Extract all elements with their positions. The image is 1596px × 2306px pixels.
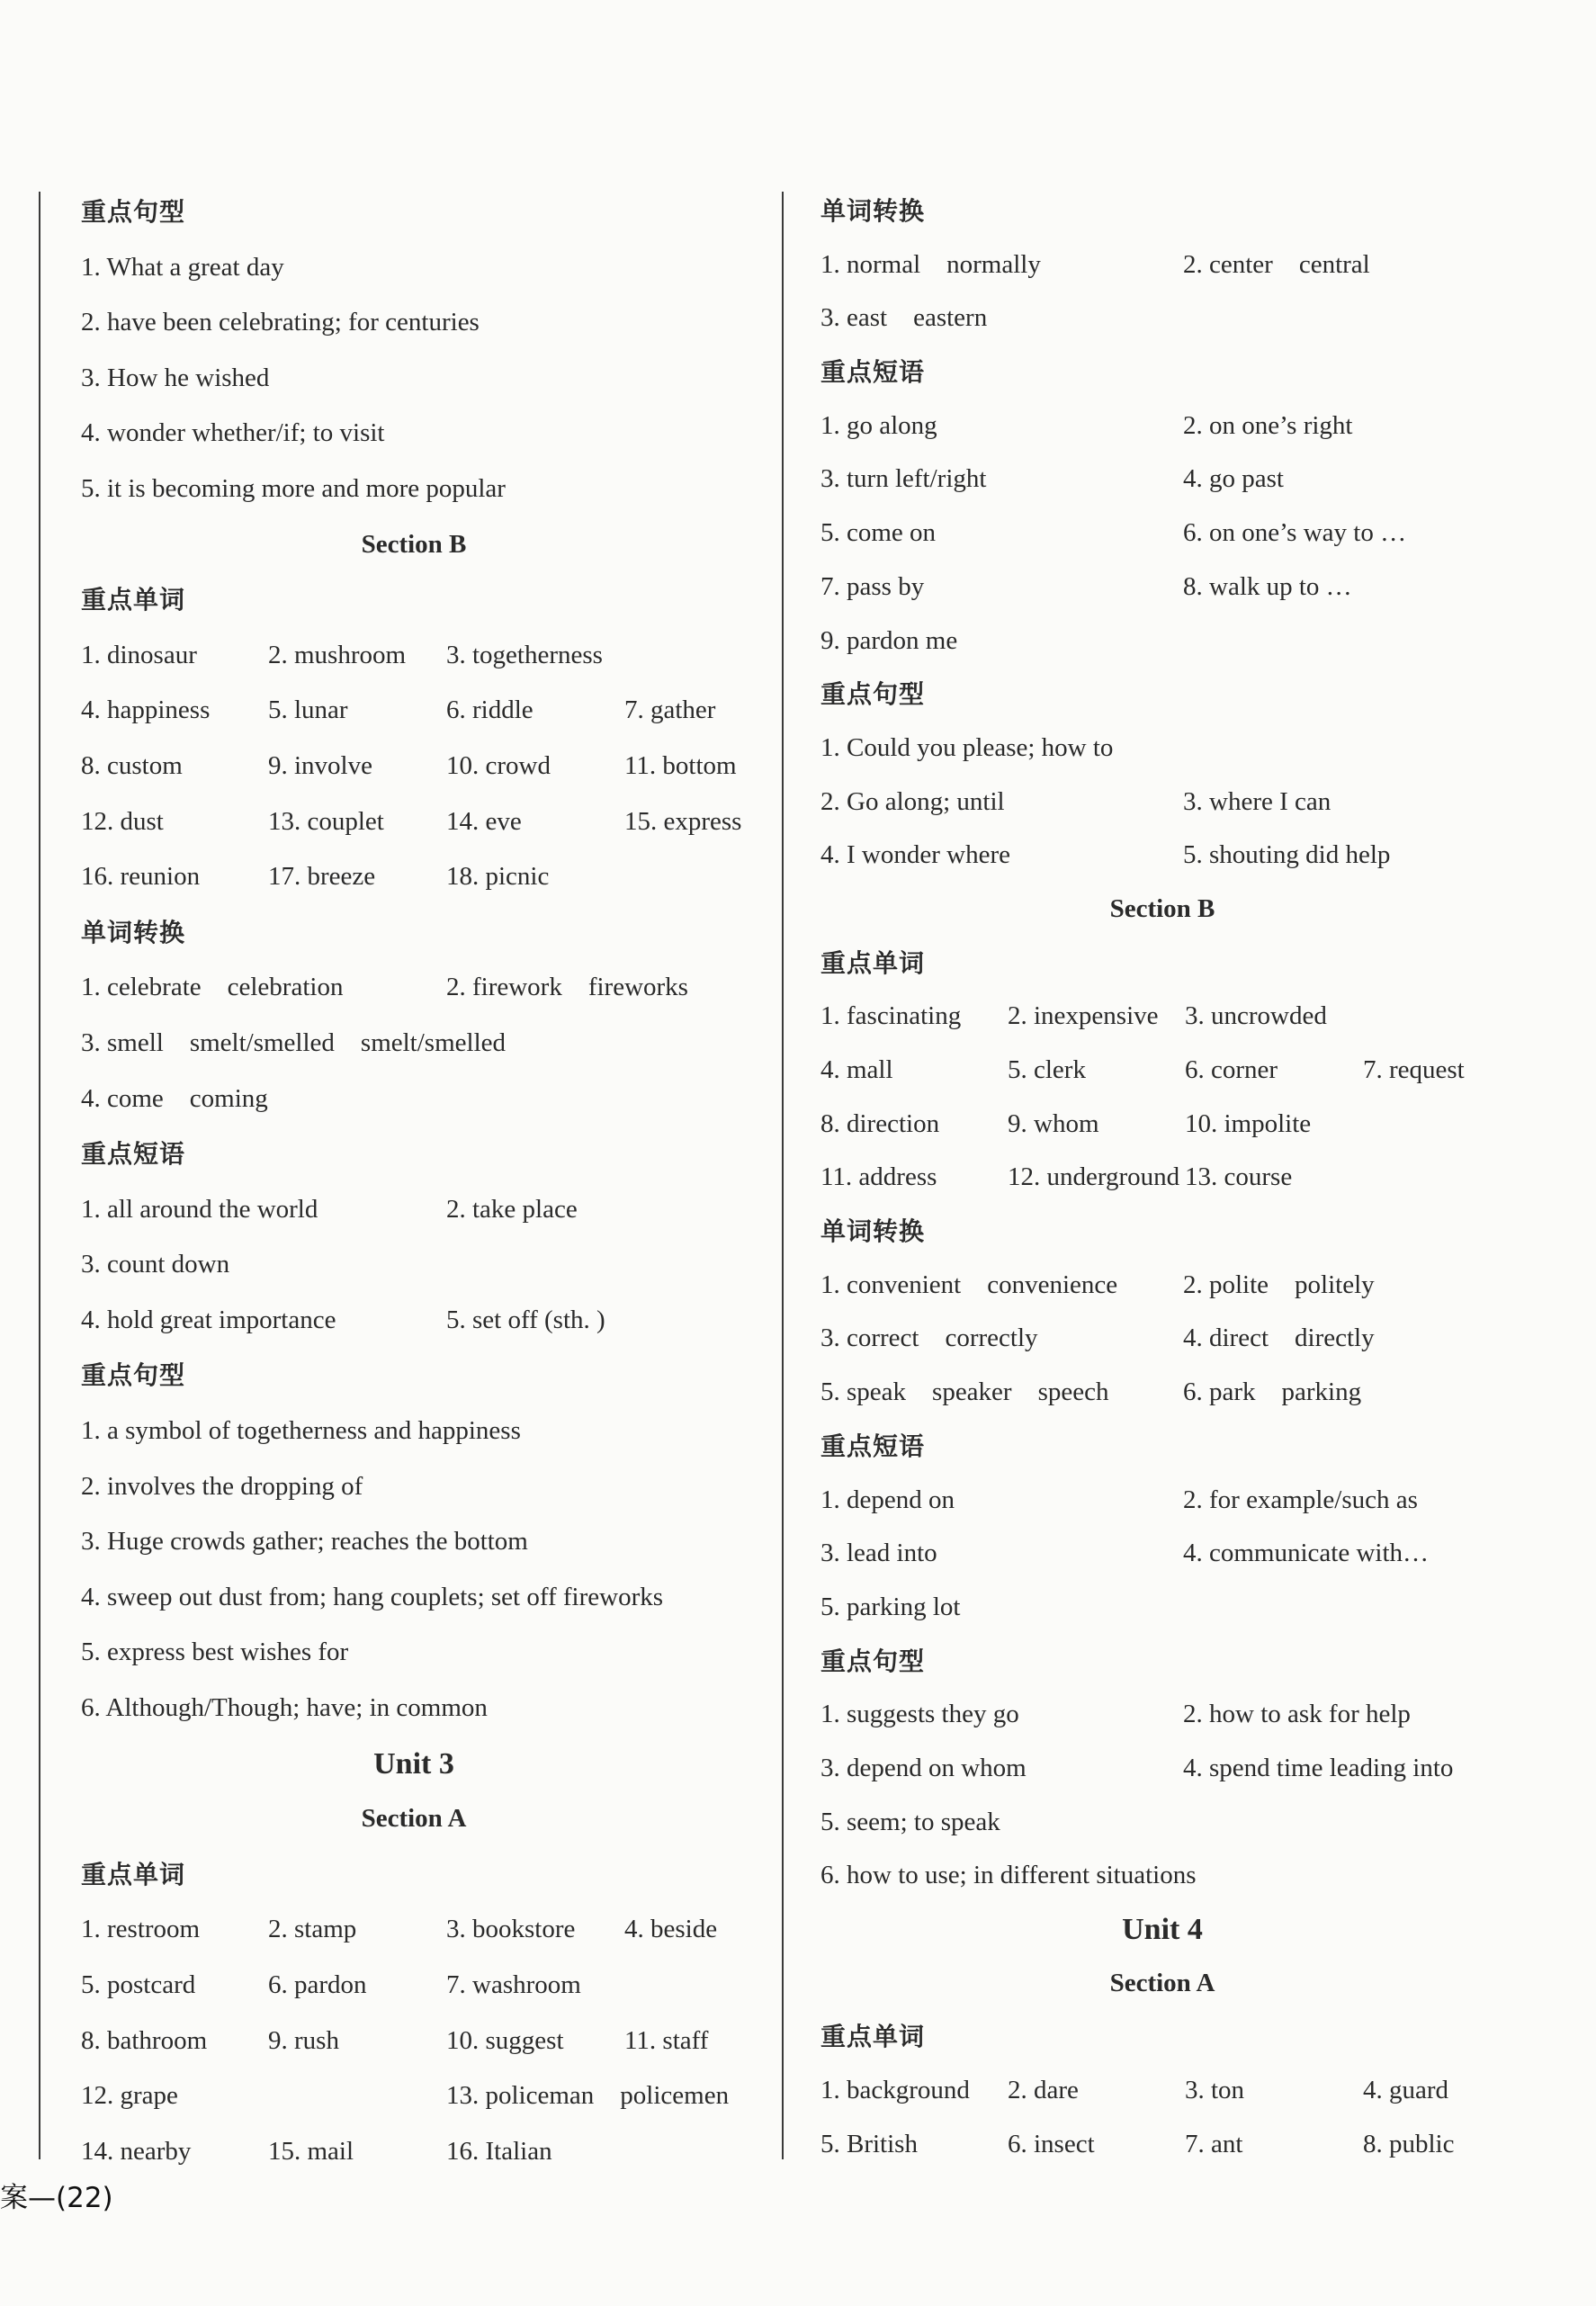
left-margin-rule — [39, 192, 40, 2159]
answer-item: 4. spend time leading into — [1183, 1753, 1454, 1782]
section-title: Section B — [1109, 893, 1215, 923]
answer-row — [81, 1016, 747, 1072]
answer-item: 5. come on — [820, 518, 937, 548]
answer-item: 8. custom — [81, 750, 183, 780]
answer-item: 3. uncrowded — [1185, 1001, 1327, 1031]
section-heading: 重点单词 — [820, 2022, 926, 2052]
answer-item: 11. bottom — [624, 750, 737, 780]
section-heading: 重点句型 — [820, 679, 926, 710]
section-heading: 重点短语 — [820, 1431, 926, 1461]
answer-item: 14. eve — [446, 806, 522, 836]
answer-item: 2. firework fireworks — [446, 973, 688, 1002]
answer-item: 4. beside — [624, 1915, 718, 1944]
answer-row — [81, 1681, 747, 1736]
answer-item: 1. restroom — [81, 1915, 201, 1944]
answer-item: 15. express — [624, 806, 742, 836]
answer-item: 1. a symbol of togetherness and happiness — [81, 1416, 521, 1446]
section-heading: 单词转换 — [820, 1216, 926, 1247]
answer-item: 1. depend on — [820, 1485, 955, 1514]
answer-item: 4. guard — [1363, 2076, 1449, 2105]
answer-item: 13. couplet — [268, 806, 384, 836]
answer-item: 4. communicate with… — [1183, 1539, 1430, 1568]
answer-item: 1. What a great day — [81, 252, 284, 282]
answer-item: 8. bathroom — [81, 2025, 208, 2055]
section-heading: 重点句型 — [81, 197, 186, 227]
answer-row — [820, 990, 1504, 1044]
answer-row — [820, 1259, 1504, 1313]
answer-item: 4. direct directly — [1183, 1323, 1375, 1353]
section-heading: 重点短语 — [820, 357, 926, 388]
answer-item: 10. impolite — [1185, 1108, 1312, 1138]
answer-item: 5. clerk — [1008, 1055, 1086, 1084]
answer-item: 15. mail — [268, 2136, 354, 2166]
answer-item: 12. grape — [81, 2081, 178, 2111]
answer-item: 4. happiness — [81, 695, 211, 725]
section-heading: 重点短语 — [81, 1139, 186, 1170]
answer-row — [81, 1625, 747, 1681]
answer-item: 1. go along — [820, 410, 937, 440]
answer-item: 4. wonder whether/if; to visit — [81, 418, 385, 448]
answer-item: 16. Italian — [446, 2136, 552, 2166]
answer-item: 4. I wonder where — [820, 840, 1010, 870]
column-divider — [782, 192, 784, 2159]
answer-item: 6. how to use; in different situations — [820, 1861, 1197, 1890]
answer-item: 6. corner — [1185, 1055, 1278, 1084]
answer-row — [81, 2068, 747, 2124]
answer-item: 8. public — [1363, 2129, 1455, 2158]
answer-item: 4. come coming — [81, 1083, 268, 1113]
answer-item: 1. all around the world — [81, 1194, 318, 1224]
answer-item: 1. background — [820, 2076, 970, 2105]
answer-row — [81, 794, 747, 850]
answer-item: 5. seem; to speak — [820, 1807, 1000, 1836]
answer-row — [81, 240, 747, 296]
answer-row — [820, 1312, 1504, 1366]
answer-item: 1. dinosaur — [81, 640, 197, 669]
answer-row — [820, 2064, 1504, 2118]
answer-item: 3. east eastern — [820, 303, 988, 333]
answer-item: 5. British — [820, 2129, 918, 2158]
answer-item: 1. normal normally — [820, 249, 1041, 279]
answer-row — [820, 561, 1504, 615]
page-number: 案—(22) — [0, 2182, 113, 2214]
answer-row — [820, 829, 1504, 883]
answer-item: 3. count down — [81, 1250, 230, 1279]
answer-item: 12. underground — [1008, 1162, 1180, 1192]
answer-item: 7. washroom — [446, 1970, 581, 1999]
answer-item: 3. Huge crowds gather; reaches the bottom — [81, 1527, 528, 1557]
answer-item: 5. express best wishes for — [81, 1638, 349, 1667]
answer-row — [81, 1293, 747, 1349]
answer-row — [820, 453, 1504, 507]
answer-item: 2. have been celebrating; for centuries — [81, 308, 480, 337]
answer-item: 6. on one’s way to … — [1183, 518, 1407, 548]
answer-row — [820, 1581, 1504, 1635]
answer-item: 2. inexpensive — [1008, 1001, 1159, 1031]
answer-item: 2. dare — [1008, 2076, 1079, 2105]
answer-row — [820, 1151, 1504, 1205]
answer-item: 4. sweep out dust from; hang couplets; set off fireworks — [81, 1582, 664, 1611]
answer-item: 1. fascinating — [820, 1001, 962, 1031]
unit-title: Unit 3 — [373, 1746, 454, 1781]
answer-row — [820, 776, 1504, 830]
answer-item: 2. Go along; until — [820, 786, 1005, 816]
unit-title: Unit 4 — [1122, 1913, 1203, 1946]
answer-row — [820, 1366, 1504, 1420]
answer-item: 6. riddle — [446, 695, 533, 725]
answer-item: 1. suggests they go — [820, 1700, 1019, 1729]
section-heading: 重点单词 — [820, 947, 926, 978]
answer-item: 6. pardon — [268, 1970, 367, 1999]
answer-row — [820, 1742, 1504, 1796]
answer-item: 2. take place — [446, 1194, 578, 1224]
answer-item: 7. request — [1363, 1055, 1465, 1084]
section-heading: 单词转换 — [81, 917, 186, 947]
answer-row — [820, 1527, 1504, 1581]
answer-row — [81, 1459, 747, 1515]
section-title: Section A — [361, 1804, 467, 1834]
left-column — [81, 184, 747, 2179]
answer-item: 9. whom — [1008, 1108, 1099, 1138]
answer-row — [820, 507, 1504, 561]
answer-row — [81, 406, 747, 462]
answer-row — [81, 1072, 747, 1127]
answer-row — [81, 1182, 747, 1238]
answer-row — [81, 2014, 747, 2069]
answer-item: 3. turn left/right — [820, 464, 987, 494]
answer-item: 10. suggest — [446, 2025, 564, 2055]
answer-item: 9. involve — [268, 750, 372, 780]
answer-item: 3. How he wished — [81, 363, 270, 392]
answer-item: 2. for example/such as — [1183, 1485, 1418, 1514]
answer-row — [81, 683, 747, 739]
answer-item: 5. postcard — [81, 1970, 196, 1999]
answer-item: 4. hold great importance — [81, 1305, 336, 1334]
answer-item: 5. shouting did help — [1183, 840, 1391, 870]
answer-item: 3. correct correctly — [820, 1323, 1038, 1353]
answer-row — [820, 1474, 1504, 1528]
answer-row — [820, 1796, 1504, 1850]
answer-row — [81, 1237, 747, 1293]
answer-item: 8. walk up to … — [1183, 571, 1352, 601]
section-heading: 重点句型 — [820, 1646, 926, 1676]
answer-row — [81, 1570, 747, 1626]
answer-row — [81, 849, 747, 905]
answer-item: 14. nearby — [81, 2136, 192, 2166]
answer-item: 2. stamp — [268, 1915, 357, 1944]
answer-item: 5. parking lot — [820, 1592, 961, 1621]
answer-row — [81, 1404, 747, 1459]
answer-item: 4. go past — [1183, 464, 1284, 494]
answer-row — [820, 1044, 1504, 1098]
answer-row — [820, 1849, 1504, 1903]
answer-item: 9. rush — [268, 2025, 339, 2055]
answer-item: 7. pass by — [820, 571, 925, 601]
answer-row — [820, 2118, 1504, 2172]
answer-item: 7. ant — [1185, 2129, 1243, 2158]
section-heading: 重点单词 — [81, 1859, 186, 1889]
answer-item: 3. togetherness — [446, 640, 603, 669]
answer-item: 2. polite politely — [1183, 1270, 1375, 1299]
section-title: Section B — [361, 529, 467, 559]
answer-item: 7. gather — [624, 695, 716, 725]
answer-item: 6. park parking — [1183, 1377, 1362, 1407]
answer-item: 2. how to ask for help — [1183, 1700, 1411, 1729]
answer-item: 18. picnic — [446, 862, 550, 892]
answer-item: 2. mushroom — [268, 640, 407, 669]
answer-row — [81, 1902, 747, 1958]
answer-item: 6. insect — [1008, 2129, 1095, 2158]
answer-item: 3. lead into — [820, 1539, 937, 1568]
answer-row — [820, 238, 1504, 292]
answer-item: 3. where I can — [1183, 786, 1331, 816]
answer-item: 11. staff — [624, 2025, 709, 2055]
answer-item: 6. Although/Though; have; in common — [81, 1693, 488, 1723]
answer-row — [81, 628, 747, 684]
answer-item: 2. center central — [1183, 249, 1370, 279]
answer-item: 1. convenient convenience — [820, 1270, 1118, 1299]
answer-row — [81, 351, 747, 407]
right-column — [820, 184, 1504, 2171]
answer-item: 4. mall — [820, 1055, 893, 1084]
answer-item: 5. speak speaker speech — [820, 1377, 1109, 1407]
answer-row — [81, 1514, 747, 1570]
answer-item: 3. smell smelt/smelled smelt/smelled — [81, 1027, 507, 1057]
answer-item: 13. policeman policemen — [446, 2081, 730, 2111]
answer-item: 11. address — [820, 1162, 937, 1192]
answer-item: 2. on one’s right — [1183, 410, 1353, 440]
answer-item: 1. Could you please; how to — [820, 732, 1114, 762]
section-heading: 重点句型 — [81, 1360, 186, 1391]
answer-item: 5. it is becoming more and more popular — [81, 473, 506, 503]
answer-item: 5. set off (sth. ) — [446, 1305, 605, 1334]
answer-row — [820, 615, 1504, 668]
answer-row — [81, 1958, 747, 2014]
answer-row — [81, 2124, 747, 2180]
answer-row — [820, 1098, 1504, 1152]
answer-row — [820, 292, 1504, 345]
answer-item: 16. reunion — [81, 862, 201, 892]
answer-item: 12. dust — [81, 806, 164, 836]
section-title: Section A — [1109, 1968, 1215, 1997]
section-heading: 重点单词 — [81, 585, 186, 615]
answer-item: 13. course — [1185, 1162, 1293, 1192]
answer-item: 3. depend on whom — [820, 1753, 1027, 1782]
answer-item: 5. lunar — [268, 695, 348, 725]
answer-item: 1. celebrate celebration — [81, 973, 344, 1002]
answer-item: 8. direction — [820, 1108, 940, 1138]
answer-item: 10. crowd — [446, 750, 551, 780]
answer-row — [820, 399, 1504, 453]
answer-row — [820, 1688, 1504, 1742]
section-heading: 单词转换 — [820, 196, 926, 226]
answer-item: 9. pardon me — [820, 625, 958, 655]
answer-item: 2. involves the dropping of — [81, 1471, 363, 1501]
answer-item: 3. ton — [1185, 2076, 1245, 2105]
answer-item: 3. bookstore — [446, 1915, 576, 1944]
answer-item: 17. breeze — [268, 862, 376, 892]
answer-row — [820, 722, 1504, 776]
answer-row — [81, 295, 747, 351]
answer-row — [81, 960, 747, 1016]
answer-row — [81, 462, 747, 517]
answer-row — [81, 739, 747, 794]
